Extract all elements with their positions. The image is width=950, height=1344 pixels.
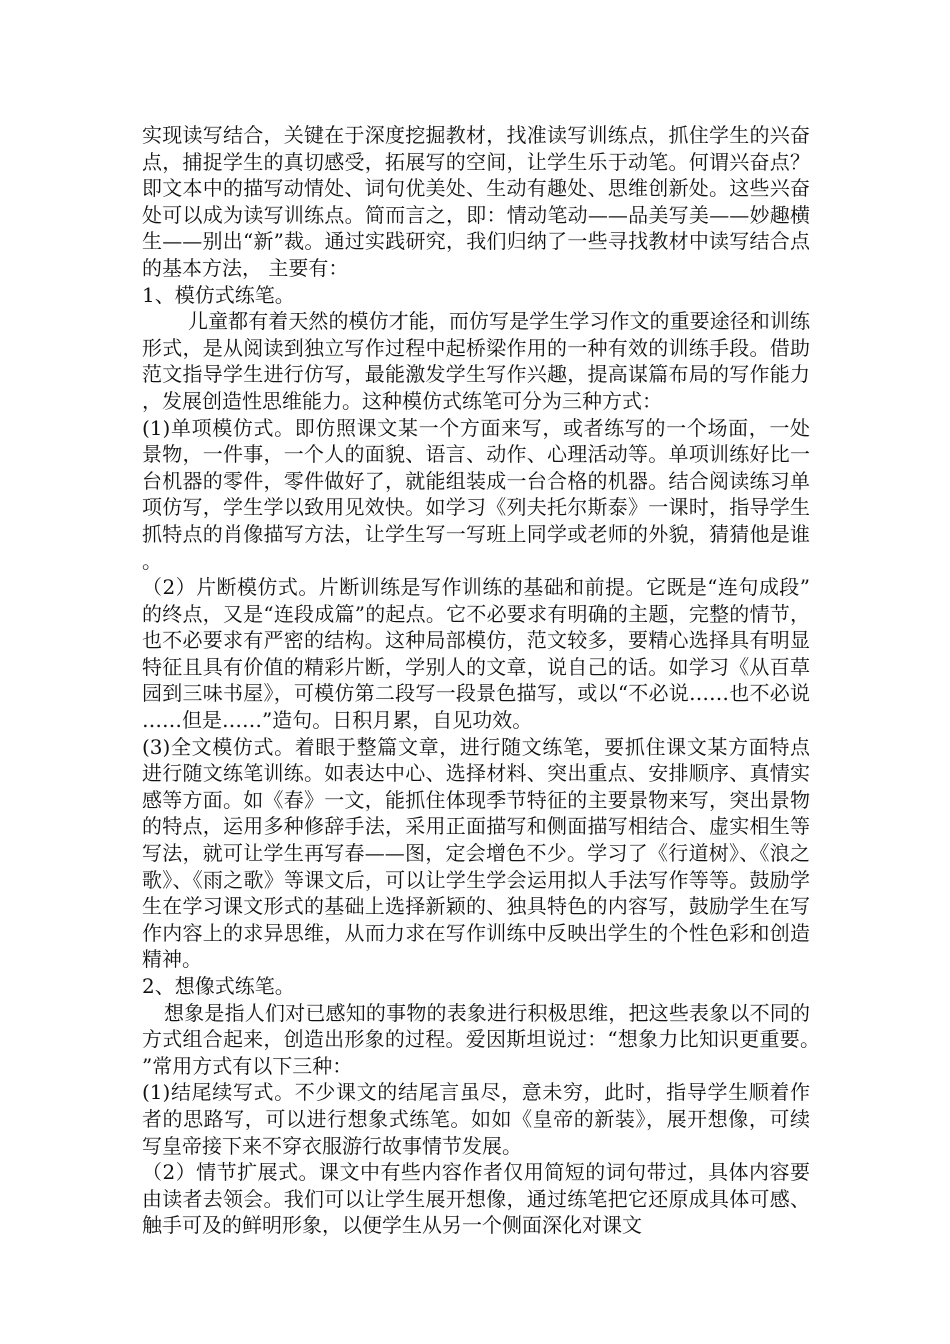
full-text-imitation-paragraph: (3)全文模仿式。着眼于整篇文章，进行随文练笔，要抓住课文某方面特点进行随文练笔训练。如表达中心、选择材料、突出重点、安排顺序、真情实感等方面。如《春》一文，能抓住体现季节特征的主要景物来写，突出景物的特点，运用多种修辞手法，采用正面描写和侧面描写相结合、虚实相生等写法，就可让学生再写春——图，定会增色不少。学习了《行道树》、《浪之歌》、《雨之歌》等课文后，可以让学生学会运用拟人手法写作等等。鼓励学生在学习课文形式的基础上选择新颖的、独具特色的内容写，鼓励学生在写作内容上的求异思维，从而力求在写作训练中反映出学生的个性色彩和创造精神。 <box>142 734 810 972</box>
document-page <box>142 122 810 1239</box>
single-item-imitation-paragraph: (1)单项模仿式。即仿照课文某一个方面来写，或者练写的一个场面，一处景物，一件事，一个人的面貌、语言、动作、心理活动等。单项训练好比一台机器的零件，零件做好了，就能组装成一台合格的机器。结合阅读练习单项仿写，学生学以致用见效快。如学习《列夫托尔斯泰》一课时，指导学生抓特点的肖像描写方法，让学生写一写班上同学或老师的外貌，猜猜他是谁。 <box>142 415 810 573</box>
imitation-overview-paragraph: 儿童都有着天然的模仿才能，而仿写是学生学习作文的重要途径和训练形式，是从阅读到独立写作过程中起桥梁作用的一种有效的训练手段。借助范文指导学生进行仿写，最能激发学生写作兴趣，提高谋篇布局的写作能力，发展创造性思维能力。这种模仿式练笔可分为三种方式： <box>142 309 810 413</box>
section-heading-imitation: 1、模仿式练笔。 <box>142 282 295 307</box>
fragment-imitation-paragraph: （2）片断模仿式。片断训练是写作训练的基础和前提。它既是“连句成段”的终点，又是“连段成篇”的起点。它不必要求有明确的主题，完整的情节，也不必要求有严密的结构。这种局部模仿，范文较多，要精心选择具有明显特征且具有价值的精彩片断，学别人的文章，说自己的话。如学习《从百草园到三味书屋》，可模仿第二段写一段景色描写，或以“不必说……也不必说……但是……”造句。日积月累，自见功效。 <box>142 575 810 733</box>
ending-continuation-paragraph: (1)结尾续写式。不少课文的结尾言虽尽，意未穷，此时，指导学生顺着作者的思路写，可以进行想象式练笔。如如《皇帝的新装》，展开想像，可续写皇帝接下来不穿衣服游行故事情节发展。 <box>142 1080 810 1158</box>
imagination-overview-paragraph: 想象是指人们对已感知的事物的表象进行积极思维，把这些表象以不同的方式组合起来，创造出形象的过程。爱因斯坦说过：“想象力比知识更重要。”常用方式有以下三种： <box>142 1000 810 1078</box>
plot-expansion-paragraph: （2）情节扩展式。课文中有些内容作者仅用简短的词句带过，具体内容要由读者去领会。我们可以让学生展开想像，通过练笔把它还原成具体可感、触手可及的鲜明形象，以便学生从另一个侧面深化对课文 <box>142 1160 810 1238</box>
intro-paragraph: 实现读写结合，关键在于深度挖掘教材，找准读写训练点，抓住学生的兴奋点，捕捉学生的真切感受，拓展写的空间，让学生乐于动笔。何谓兴奋点？即文本中的描写动情处、词句优美处、生动有趣处、思维创新处。这些兴奋处可以成为读写训练点。简而言之，即：情动笔动——品美写美——妙趣横生——别出“新”裁。通过实践研究，我们归纳了一些寻找教材中读写结合点的基本方法， 主要有： <box>142 123 810 280</box>
section-heading-imagination: 2、想像式练笔。 <box>142 974 295 998</box>
